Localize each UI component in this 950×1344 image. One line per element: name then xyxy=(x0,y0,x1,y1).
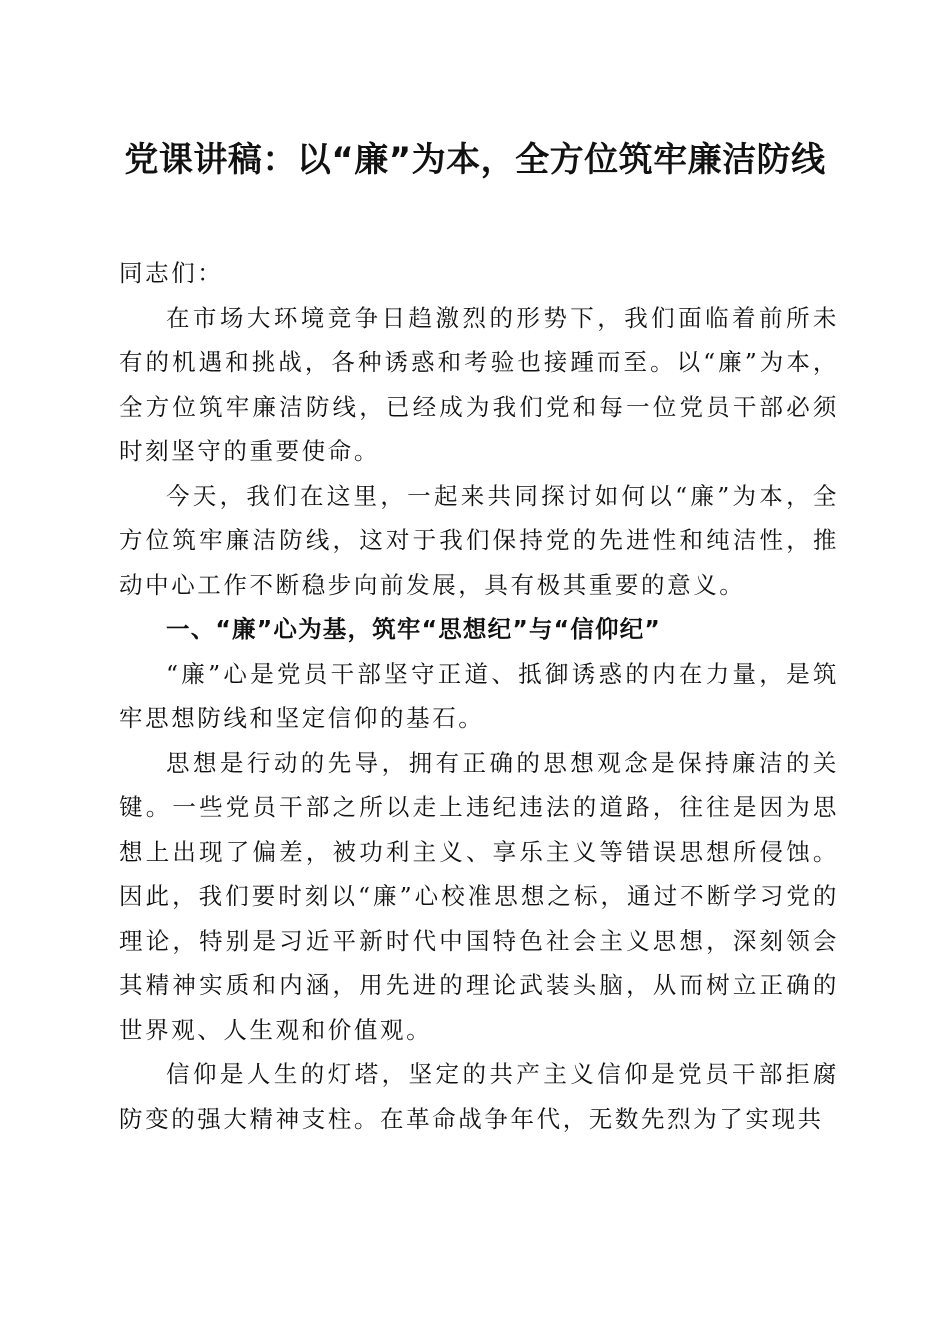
salutation: 同志们： xyxy=(119,259,224,287)
section1-paragraph-1: “廉”心是党员干部坚守正道、抵御诱惑的内在力量，是筑牢思想防线和坚定信仰的基石。 xyxy=(119,659,839,732)
section1-paragraph-2: 思想是行动的先导，拥有正确的思想观念是保持廉洁的关键。一些党员干部之所以走上违纪违法的道路，往往是因为思想上出现了偏差，被功利主义、享乐主义等错误思想所侵蚀。因此，我们要时刻以“廉”心校准思想之标，通过不断学习党的理论，特别是习近平新时代中国特色社会主义思想，深刻领会其精神实质和内涵，用先进的理论武装头脑，从而树立正确的世界观、人生观和价值观。 xyxy=(119,748,839,1044)
document-body xyxy=(119,251,839,1141)
document-title: 党课讲稿：以“廉”为本，全方位筑牢廉洁防线 xyxy=(124,140,826,180)
section1-paragraph-3: 信仰是人生的灯塔，坚定的共产主义信仰是党员干部拒腐防变的强大精神支柱。在革命战争年代，无数先烈为了实现共 xyxy=(119,1060,839,1133)
paragraph-intro-1: 在市场大环境竞争日趋激烈的形势下，我们面临着前所未有的机遇和挑战，各种诱惑和考验也接踵而至。以“廉”为本，全方位筑牢廉洁防线，已经成为我们党和每一位党员干部必须时刻坚守的重要使命。 xyxy=(119,303,839,465)
section-heading-1: 一、“廉”心为基，筑牢“思想纪”与“信仰纪” xyxy=(166,615,662,643)
paragraph-intro-2: 今天，我们在这里，一起来共同探讨如何以“廉”为本，全方位筑牢廉洁防线，这对于我们保持党的先进性和纯洁性，推动中心工作不断稳步向前发展，具有极其重要的意义。 xyxy=(119,481,839,599)
